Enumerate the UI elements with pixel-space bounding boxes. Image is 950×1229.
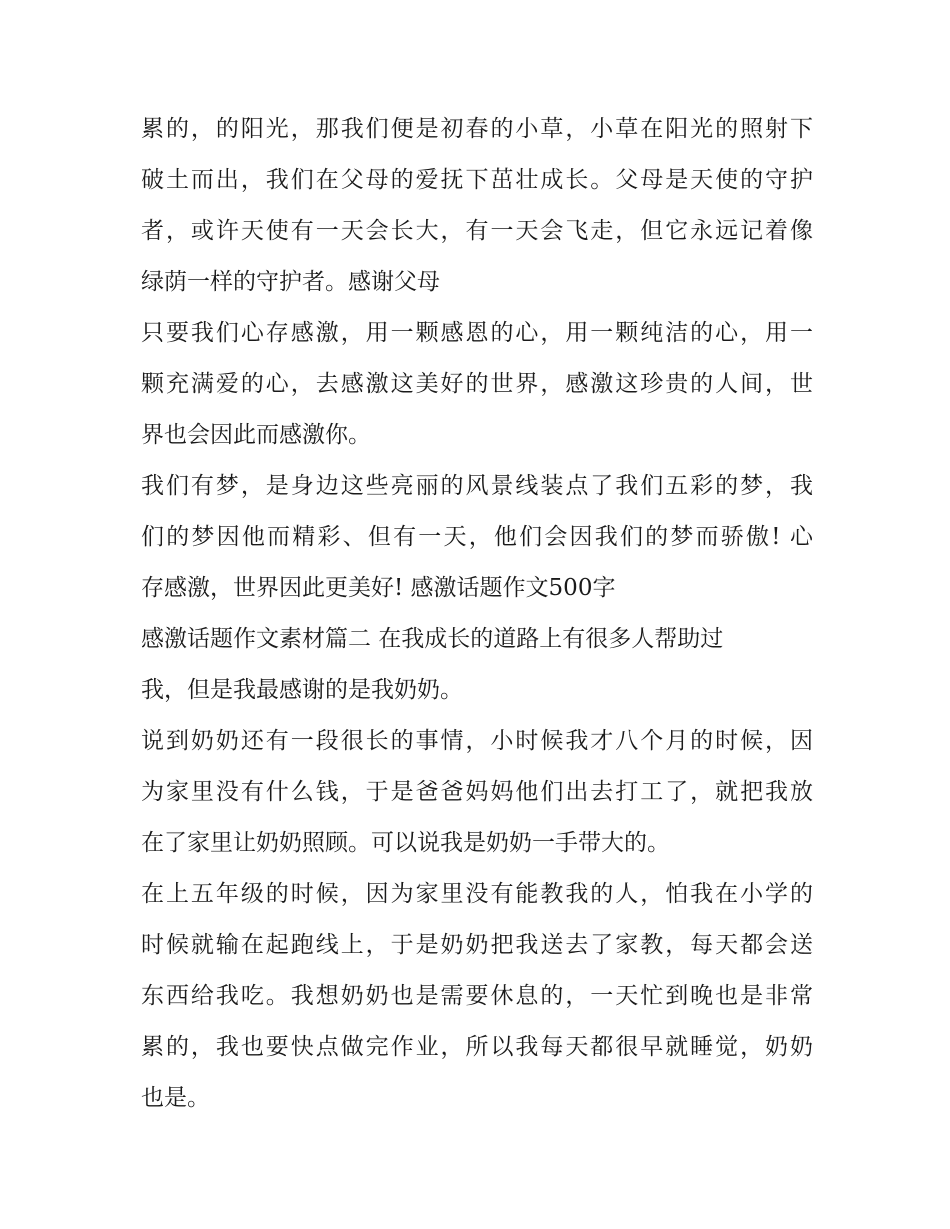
text-line: 我，但是我最感谢的是我奶奶。 bbox=[141, 677, 463, 703]
text-line: 颗充满爱的心，去感激这美好的世界，感激这珍贵的人间，世 bbox=[141, 371, 813, 397]
text-line: 说到奶奶还有一段很长的事情，小时候我才八个月的时候，因 bbox=[141, 728, 813, 754]
text-line: 累的，的阳光，那我们便是初春的小草，小草在阳光的照射下 bbox=[141, 116, 813, 142]
text-line: 者，或许天使有一天会长大，有一天会飞走，但它永远记着像 bbox=[141, 218, 813, 244]
text-line: 在了家里让奶奶照顾。可以说我是奶奶一手带大的。 bbox=[141, 830, 670, 856]
text-line: 东西给我吃。我想奶奶也是需要休息的，一天忙到晚也是非常 bbox=[141, 983, 813, 1009]
text-line: 为家里没有什么钱，于是爸爸妈妈他们出去打工了，就把我放 bbox=[141, 779, 813, 805]
text-line: 在上五年级的时候，因为家里没有能教我的人，怕我在小学的 bbox=[141, 881, 813, 907]
text-line: 累的，我也要快点做完作业，所以我每天都很早就睡觉，奶奶 bbox=[141, 1034, 813, 1060]
text-line: 时候就输在起跑线上，于是奶奶把我送去了家教，每天都会送 bbox=[141, 932, 813, 958]
document-body bbox=[141, 104, 813, 1124]
text-line: 只要我们心存感激，用一颗感恩的心，用一颗纯洁的心，用一 bbox=[141, 320, 813, 346]
text-line: 感激话题作文素材篇二 在我成长的道路上有很多人帮助过 bbox=[141, 626, 724, 652]
text-line: 我们有梦，是身边这些亮丽的风景线装点了我们五彩的梦，我 bbox=[141, 473, 813, 499]
text-line: 绿荫一样的守护者。感谢父母 bbox=[141, 269, 440, 295]
text-line: 也是。 bbox=[141, 1085, 210, 1111]
text-line: 界也会因此而感激你。 bbox=[141, 422, 371, 448]
text-line: 破土而出，我们在父母的爱抚下茁壮成长。父母是天使的守护 bbox=[141, 167, 813, 193]
text-line: 们的梦因他而精彩、但有一天，他们会因我们的梦而骄傲! 心 bbox=[141, 524, 813, 550]
text-line: 存感激，世界因此更美好! 感激话题作文500字 bbox=[141, 575, 616, 601]
